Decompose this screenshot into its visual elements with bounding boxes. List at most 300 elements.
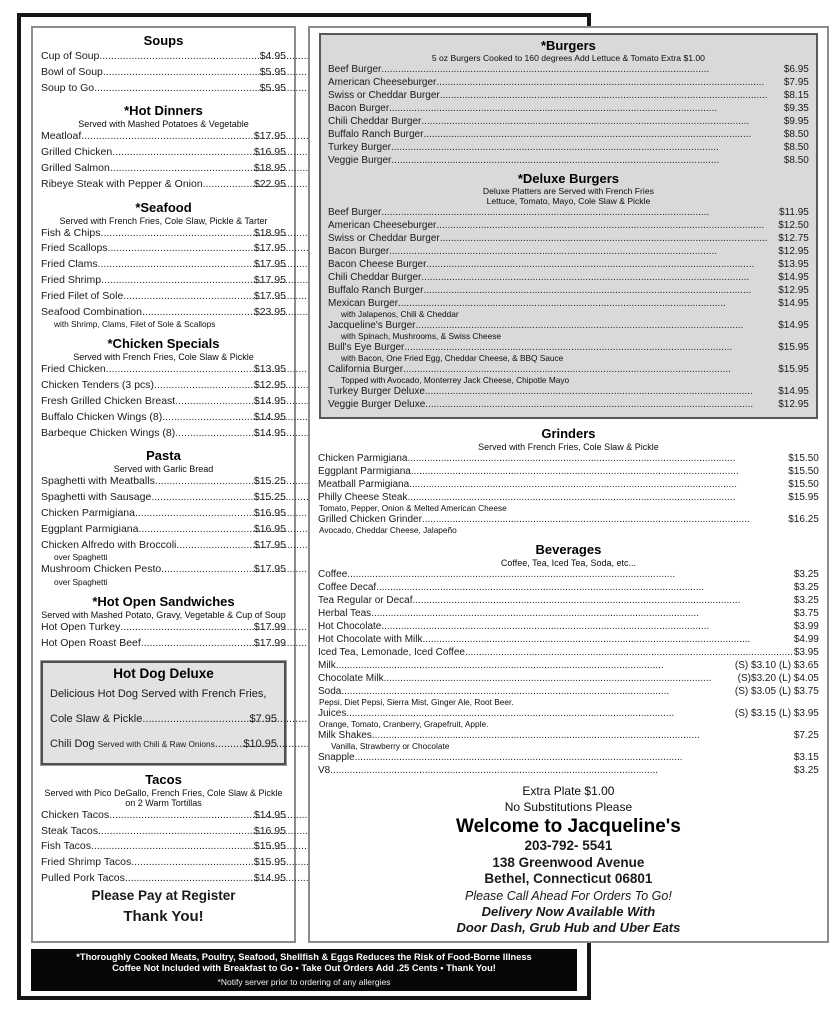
item-name: Eggplant Parmigiana [318,466,411,478]
menu-item-row [318,764,819,777]
section-subtitle: Served with Pico DeGallo, French Fries, Cole Slaw & Pickle [44,787,283,798]
item-name: Fish & Chips [41,226,101,239]
menu-section-chicken-specials [41,336,286,441]
item-name: Swiss or Cheddar Burger [328,233,440,245]
item-name: Jacqueline's Burger [328,320,416,332]
item-name: Hot Open Roast Beef [41,636,141,649]
menu-item-row [328,232,809,245]
menu-item-row [328,63,809,76]
dot-leader [381,206,778,219]
dot-leader [423,128,782,141]
item-price: $12.75 [778,233,809,245]
menu-item-row [41,378,286,394]
item-name: Iced Tea, Lemonade, Iced Coffee [318,647,465,659]
item-price: $15.25 [253,475,286,488]
menu-item-row [318,452,819,465]
item-name: Coffee Decaf [318,582,377,594]
dot-leader [355,751,793,764]
menu-item-row [50,682,277,707]
menu-section-grinders [318,426,819,535]
item-price: $14.95 [253,410,286,423]
dot-leader [162,410,253,426]
item-name: Chili Cheddar Burger [328,116,422,128]
dot-leader [175,394,253,410]
dot-leader [101,226,253,242]
dot-leader [376,581,793,594]
section-subtitle: Served with French Fries, Cole Slaw & Pickle [478,442,659,453]
menu-item-row [41,506,286,522]
menu-item-row [318,633,819,646]
item-price: $3.25 [793,569,819,581]
dot-leader [108,241,253,257]
item-name: Barbeque Chicken Wings (8) [41,426,176,439]
dot-leader [98,824,253,840]
item-price: $14.95 [778,298,809,310]
menu-item-row [41,273,286,289]
item-name: Steak Tacos [41,824,99,837]
section-title: Tacos [145,771,182,787]
dot-leader [413,594,793,607]
menu-item-row [41,490,286,506]
dot-leader [161,562,253,578]
item-name: Grilled Chicken Grinder [318,514,422,526]
item-price: $3.25 [793,765,819,777]
dot-leader [141,636,253,652]
item-name: Coffee [318,569,348,581]
item-price: $14.95 [253,394,286,407]
item-name: Delicious Hot Dog Served with French Fries, [50,687,267,700]
menu-item-row [41,410,286,426]
dot-leader [425,385,777,398]
item-price: $15.95 [778,364,809,376]
menu-item-row [328,398,809,411]
menu-item-row [41,538,286,554]
section-subtitle: Served with Garlic Bread [113,464,214,475]
dot-leader [389,245,777,258]
item-price: $12.95 [778,285,809,297]
item-name: Herbal Teas [318,608,372,620]
menu-section-hot-dog-deluxe [41,661,286,765]
item-name: Hot Chocolate with Milk [318,634,423,646]
section-title: *Hot Open Sandwiches [92,594,235,610]
item-price: $9.95 [783,116,809,128]
item-name: Chili Cheddar Burger [328,272,422,284]
item-name: Turkey Burger Deluxe [328,386,425,398]
dot-leader [98,257,253,273]
menu-item-row [41,289,286,305]
item-price: $18.95 [253,226,286,239]
item-name: Seafood Combination [41,305,142,318]
menu-item-row [41,394,286,410]
dot-leader [465,646,793,659]
menu-section-beverages [318,542,819,777]
item-price: $17.95 [253,563,286,576]
item-price: $15.50 [788,479,819,491]
item-price: $17.99 [253,621,286,634]
menu-item-row [41,65,286,81]
dot-leader [131,855,253,871]
item-name: Milk [318,660,336,672]
dot-leader [336,659,734,672]
item-price: $8.15 [783,90,809,102]
dot-leader [103,65,259,81]
menu-item-row [328,115,809,128]
item-name: Fried Scallops [41,242,108,255]
section-title: *Deluxe Burgers [517,171,619,187]
menu-item-row [41,636,286,652]
item-price: $3.75 [793,608,819,620]
item-name: Beef Burger [328,207,382,219]
dot-leader [391,154,782,167]
item-price: $16.25 [788,514,819,526]
menu-item-row [318,646,819,659]
item-price: $3.99 [793,621,819,633]
item-note: with Jalapenos, Chili & Cheddar [341,309,459,320]
item-name: Eggplant Parmigiana [41,522,139,535]
item-price: $7.95 [249,712,277,725]
item-name: Turkey Burger [328,142,391,154]
item-price: (S)$3.20 (L) $4.05 [737,673,819,685]
dot-leader [99,49,258,65]
item-name: Meatloaf [41,130,82,143]
item-note: over Spaghetti [54,577,108,588]
item-name: American Cheeseburger [328,77,437,89]
dot-leader [120,620,253,636]
section-title: Beverages [535,542,602,558]
menu-item-row [50,707,277,732]
section-title: *Seafood [135,199,192,215]
item-name: Bacon Burger [328,103,390,115]
item-name-note: Served with Chili & Raw Onions [97,738,215,749]
menu-item-row [318,620,819,633]
dot-leader [409,478,787,491]
section-title: *Chicken Specials [107,336,220,352]
menu-section-hot-open-sandwiches [41,594,286,652]
menu-item-row [318,465,819,478]
dot-leader [94,81,259,97]
menu-section-hot-dinners [41,103,286,192]
item-price: $14.95 [778,386,809,398]
item-name: Bacon Cheese Burger [328,259,427,271]
item-price: $8.50 [783,129,809,141]
item-name: Buffalo Ranch Burger [328,285,424,297]
dot-leader [347,568,793,581]
item-price: $3.25 [793,582,819,594]
menu-item-row [41,839,286,855]
menu-item-row [328,89,809,102]
menu-item-row [41,362,286,378]
dot-leader [101,273,253,289]
welcome-block [318,815,819,938]
menu-item-row [41,49,286,65]
item-name: Spaghetti with Meatballs [41,475,155,488]
item-name: Hot Open Turkey [41,621,121,634]
menu-item-row [41,145,286,161]
item-price: $5.95 [259,65,286,78]
item-name: Fried Filet of Sole [41,289,124,302]
dot-leader [175,426,253,442]
address-line-1: 138 Greenwood Avenue [492,854,645,870]
dot-leader [436,219,777,232]
dot-leader [426,258,777,271]
item-note: Tomato, Pepper, Onion & Melted American Cheese [319,503,507,514]
dot-leader [423,284,777,297]
menu-item-row [328,154,809,167]
menu-item-row [318,659,819,672]
menu-item-row [328,206,809,219]
item-price: $7.25 [793,730,819,742]
menu-item-row [328,258,809,271]
menu-item-row [41,241,286,257]
item-price: $16.95 [253,824,286,837]
item-name: California Burger [328,364,404,376]
footer-disclaimer-bar [31,949,577,992]
item-note: Orange, Tomato, Cranberry, Grapefruit, Apple. [319,719,489,730]
welcome-title: Welcome to Jacqueline's [455,816,681,838]
dot-leader [330,764,793,777]
dot-leader [371,607,793,620]
item-price: $10.95 [243,737,277,750]
item-note: over Spaghetti [54,552,108,563]
item-name: Fried Clams [41,258,98,271]
left-column [31,26,296,943]
menu-item-row [41,226,286,242]
dot-leader [135,506,253,522]
dot-leader [215,732,243,757]
menu-item-row [328,76,809,89]
delivery-line-1: Delivery Now Available With [481,903,656,919]
menu-item-row [41,257,286,273]
item-note: Topped with Avocado, Monterrey Jack Cheese, Chipotle Mayo [341,375,570,386]
item-price: $11.95 [779,207,809,219]
item-name: Fresh Grilled Chicken Breast [41,394,176,407]
menu-item-row [328,141,809,154]
menu-item-row [318,568,819,581]
item-name: Swiss or Cheddar Burger [328,90,440,102]
item-name: Pulled Pork Tacos [41,871,125,884]
footer-disclaimer-1: *Thoroughly Cooked Meats, Poultry, Seafood, Shellfish & Eggs Reduces the Risk of Food-Borne Illness [76,951,532,962]
item-name: Juices [318,708,347,720]
item-name: Bull's Eye Burger [328,342,405,354]
item-price: $12.50 [778,220,809,232]
dot-leader [109,808,253,824]
menu-section-burgers [328,38,809,167]
dot-leader [110,161,253,177]
dot-leader [203,177,253,193]
item-name: Veggie Burger [328,155,392,167]
call-ahead-line: Please Call Ahead For Orders To Go! [465,888,672,903]
dot-leader [155,474,253,490]
menu-item-row [328,284,809,297]
footer-disclaimer-2: Coffee Not Included with Breakfast to Go • Take Out Orders Add .25 Cents • Thank You! [112,963,496,973]
section-title: *Burgers [540,38,596,53]
section-title: Hot Dog Deluxe [113,665,214,681]
item-name: Mexican Burger [328,298,399,310]
item-name: Bowl of Soup [41,65,103,78]
delivery-line-2: Door Dash, Grub Hub and Uber Eats [456,919,681,935]
dot-leader [138,522,252,538]
item-name: Chili Dog [50,737,95,750]
item-name: Mushroom Chicken Pesto [41,563,162,576]
item-name: Chicken Tacos [41,808,110,821]
extra-plate-block [318,784,819,815]
item-price: $17.95 [253,130,286,143]
menu-columns [31,26,819,943]
left-column-footer [41,887,286,938]
burgers-box [319,33,818,419]
item-price: $22.95 [253,177,286,190]
dot-leader [91,839,253,855]
item-price: $15.25 [253,491,286,504]
item-price: (S) $3.05 (L) $3.75 [734,686,819,698]
dot-leader [411,465,787,478]
left-sections [41,32,286,887]
item-price: $5.95 [259,81,286,94]
dot-leader [440,89,783,102]
menu-item-row [318,672,819,685]
dot-leader [123,289,253,305]
menu-item-row [41,620,286,636]
item-price: $4.95 [259,50,286,62]
item-price: (S) $3.10 (L) $3.65 [734,660,819,672]
menu-item-row [41,824,286,840]
item-price: $15.95 [253,840,286,853]
item-price: $16.95 [253,506,286,519]
menu-section-tacos [41,772,286,887]
item-price: $16.95 [253,146,286,159]
menu-item-row [50,732,277,757]
extra-plate-line: Extra Plate $1.00 [522,784,615,799]
item-name: Cup of Soup [41,50,100,62]
dot-leader [440,232,778,245]
item-name: Milk Shakes [318,730,372,742]
menu-section-soups [41,33,286,96]
item-name: Veggie Burger Deluxe [328,399,426,411]
item-name: Grilled Chicken [41,146,113,159]
menu-item-row [318,581,819,594]
menu-section-deluxe-burgers [328,171,809,411]
item-name: Ribeye Steak with Pepper & Onion [41,177,203,190]
menu-section-pasta [41,448,286,587]
item-price: $18.95 [253,161,286,174]
section-subtitle: Served with French Fries, Cole Slaw & Pickle [73,352,254,363]
item-name: V8 [318,765,331,777]
menu-item-row [328,102,809,115]
item-name: Grilled Salmon [41,161,110,174]
item-name: American Cheeseburger [328,220,437,232]
right-column [308,26,829,943]
menu-item-row [41,305,286,321]
item-price: $13.95 [253,363,286,376]
menu-item-row [328,271,809,284]
item-price: $3.15 [793,752,819,764]
dot-leader [142,305,253,321]
menu-item-row [328,245,809,258]
item-note: Vanilla, Strawberry or Chocolate [331,741,450,752]
item-price: $12.95 [253,379,286,392]
menu-item-row [41,177,286,193]
dot-leader [384,672,737,685]
item-price: $8.50 [783,142,809,154]
dot-leader [142,707,248,732]
item-name: Philly Cheese Steak [318,492,408,504]
item-price: $14.95 [253,426,286,439]
dot-leader [422,633,792,646]
item-price: $4.99 [793,634,819,646]
item-name: Fish Tacos [41,840,91,853]
item-name: Soup to Go [41,81,95,94]
item-price: $17.95 [253,538,286,551]
item-price: $16.95 [253,522,286,535]
section-title: Grinders [541,426,596,442]
dot-leader [421,271,777,284]
menu-item-row [328,385,809,398]
item-name: Chicken Parmigiana [318,453,408,465]
item-name: Fried Chicken [41,363,106,376]
dot-leader [425,398,777,411]
item-name: Beef Burger [328,64,382,76]
menu-item-row [41,161,286,177]
item-name: Chicken Alfredo with Broccoli [41,538,177,551]
dot-leader [391,141,783,154]
item-price: $15.95 [253,856,286,869]
section-subtitle: Lettuce, Tomato, Mayo, Cole Slaw & Pickle [486,195,651,206]
item-price: $14.95 [778,272,809,284]
item-note: with Bacon, One Fried Egg, Cheddar Cheese, & BBQ Sauce [341,353,564,364]
menu-item-row [41,562,286,578]
item-note: with Shrimp, Clams, Filet of Sole & Scallops [54,319,216,330]
menu-item-row [41,808,286,824]
item-price: $15.95 [788,492,819,504]
dot-leader [125,871,253,887]
item-name: Buffalo Ranch Burger [328,129,424,141]
dot-leader [421,115,782,128]
menu-item-row [41,871,286,887]
item-name: Chicken Tenders (3 pcs) [41,379,155,392]
thank-you-line: Thank You! [123,907,204,925]
item-price: $7.95 [783,77,809,89]
item-name: Bacon Burger [328,246,390,258]
address-line-2: Bethel, Connecticut 06801 [484,871,653,887]
item-price: $6.95 [783,64,809,76]
menu-item-row [328,128,809,141]
dot-leader [151,490,253,506]
item-price: $3.95 [793,647,819,659]
item-name: Chicken Parmigiana [41,506,135,519]
item-name: Meatball Parmigiana [318,479,410,491]
menu-item-row [318,594,819,607]
dot-leader [176,538,252,554]
section-subtitle: on 2 Warm Tortillas [125,797,202,808]
dot-leader [408,452,788,465]
menu-item-row [41,474,286,490]
dot-leader [106,362,253,378]
section-subtitle: Served with Mashed Potatoes & Vegetable [78,119,249,130]
dot-leader [436,76,782,89]
menu-item-row [318,751,819,764]
no-substitutions-line: No Substitutions Please [504,799,633,814]
item-name: Soda [318,686,342,698]
section-subtitle: Deluxe Platters are Served with French Fries [482,186,654,197]
item-price: $15.50 [788,466,819,478]
item-note: Avocado, Cheddar Cheese, Jalapeño [319,525,457,536]
item-name: Snapple [318,752,355,764]
item-name: Tea Regular or Decaf [318,595,413,607]
menu-item-row [41,81,286,97]
menu-item-row [41,426,286,442]
section-title: Pasta [146,448,181,464]
dot-leader [389,102,783,115]
